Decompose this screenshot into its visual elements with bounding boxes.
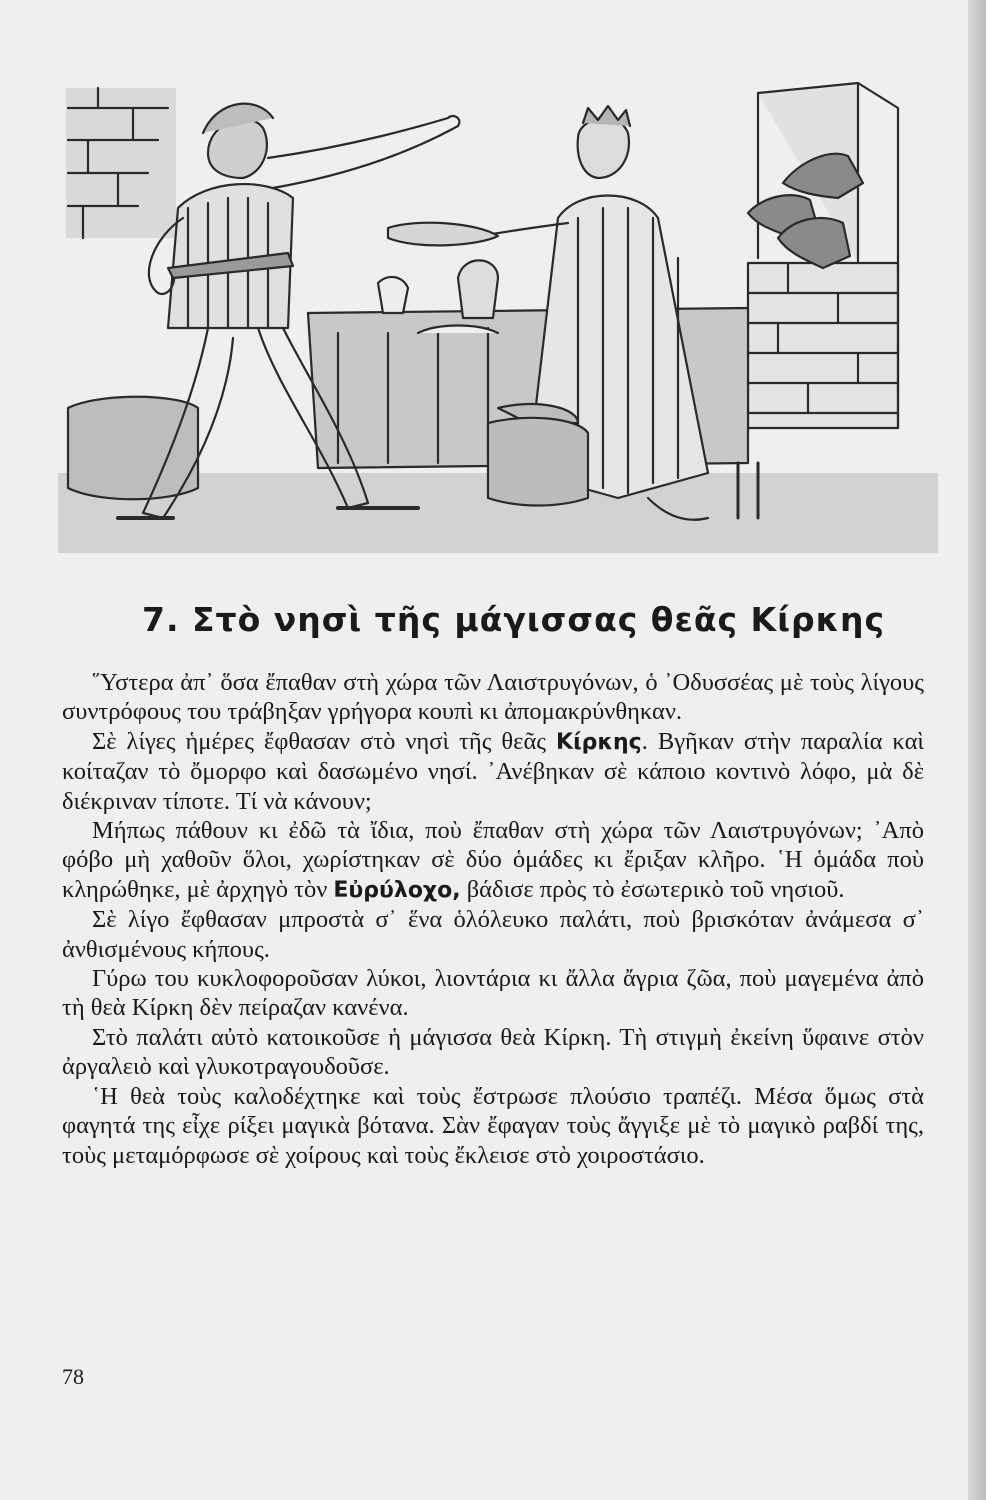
paragraph	[62, 1082, 924, 1170]
page-number: 78	[62, 1364, 84, 1389]
chapter-body-text	[62, 668, 924, 1170]
paragraph	[62, 727, 924, 816]
illustration-odysseus-circe	[58, 78, 938, 558]
paragraph-text: . Βγῆκαν στὴν παραλία καὶ κοίταζαν τὸ ὄμορφο καὶ δασωμένο νησί. ᾽Ανέβηκαν σὲ κάποιο κοντινὸ λόφο, μὰ δὲ διέκριναν τίποτε. Τί νὰ κάνουν;	[62, 727, 924, 815]
paragraph-text: βάδισε πρὸς τὸ ἐσωτερικὸ τοῦ νησιοῦ.	[460, 875, 845, 903]
paragraph	[62, 668, 924, 727]
paragraph	[62, 1023, 924, 1082]
paragraph-text: Γύρω του κυκλοφοροῦσαν λύκοι, λιοντάρια κι ἄλλα ἄγρια ζῶα, ποὺ μαγεμένα ἀπὸ τὴ θεὰ Κίρκη δὲν πείραζαν κανένα.	[62, 965, 924, 1022]
paragraph	[62, 964, 924, 1023]
brick-wall-left	[66, 88, 176, 238]
chapter-title: 7. Στὸ νησὶ τῆς μάγισσας θεᾶς Κίρκης	[142, 600, 886, 639]
paragraph-text: Στὸ παλάτι αὐτὸ κατοικοῦσε ἡ μάγισσα θεὰ Κίρκη. Τὴ στιγμὴ ἐκείνη ὕφαινε στὸν ἀργαλειὸ καὶ γλυκοτραγουδοῦσε.	[62, 1023, 924, 1081]
paragraph-text: Σὲ λίγες ἡμέρες ἔφθασαν στὸ νησὶ τῆς θεᾶς	[92, 727, 557, 755]
bold-name-kirki: Κίρκης	[556, 729, 642, 755]
paragraph	[62, 816, 924, 905]
paragraph	[62, 905, 924, 964]
bold-name-eurylochos: Εὐρύλοχο,	[333, 877, 461, 903]
paragraph-text: ῾Η θεὰ τοὺς καλοδέχτηκε καὶ τοὺς ἔστρωσε πλούσιο τραπέζι. Μέσα ὅμως στὰ φαγητά της εἶχε ρίξει μαγικὰ βότανα. Σὰν ἔφαγαν τοὺς ἄγγιξε μὲ τὸ μαγικὸ ραβδί της, τοὺς μεταμόρφωσε σὲ χοίρους καὶ τοὺς ἔκλεισε στὸ χοιροστάσιο.	[62, 1082, 924, 1169]
paragraph-text: Σὲ λίγο ἔφθασαν μπροστὰ σ᾽ ἕνα ὁλόλευκο παλάτι, ποὺ βρισκόταν ἀνάμεσα σ᾽ ἀνθισμένους κήπους.	[62, 906, 924, 963]
paragraph-text: Μήπως πάθουν κι ἐδῶ τὰ ἴδια, ποὺ ἔπαθαν στὴ χώρα τῶν Λαιστρυγόνων; ᾽Απὸ φόβο μὴ χαθοῦν ὅλοι, χωρίστηκαν σὲ δύο ὁμάδες κι ἔριξαν κλῆρο. ῾Η ὁμάδα ποὺ κληρώθηκε, μὲ ἀρχηγὸ τὸν	[62, 817, 924, 903]
page-gutter	[968, 0, 986, 1500]
paragraph-text: ῞Υστερα ἀπ᾽ ὅσα ἔπαθαν στὴ χώρα τῶν Λαιστρυγόνων, ὁ ᾽Οδυσσέας μὲ τοὺς λίγους συντρόφους του τράβηξαν γρήγορα κουπὶ κι ἀπομακρύνθηκαν.	[62, 669, 924, 726]
